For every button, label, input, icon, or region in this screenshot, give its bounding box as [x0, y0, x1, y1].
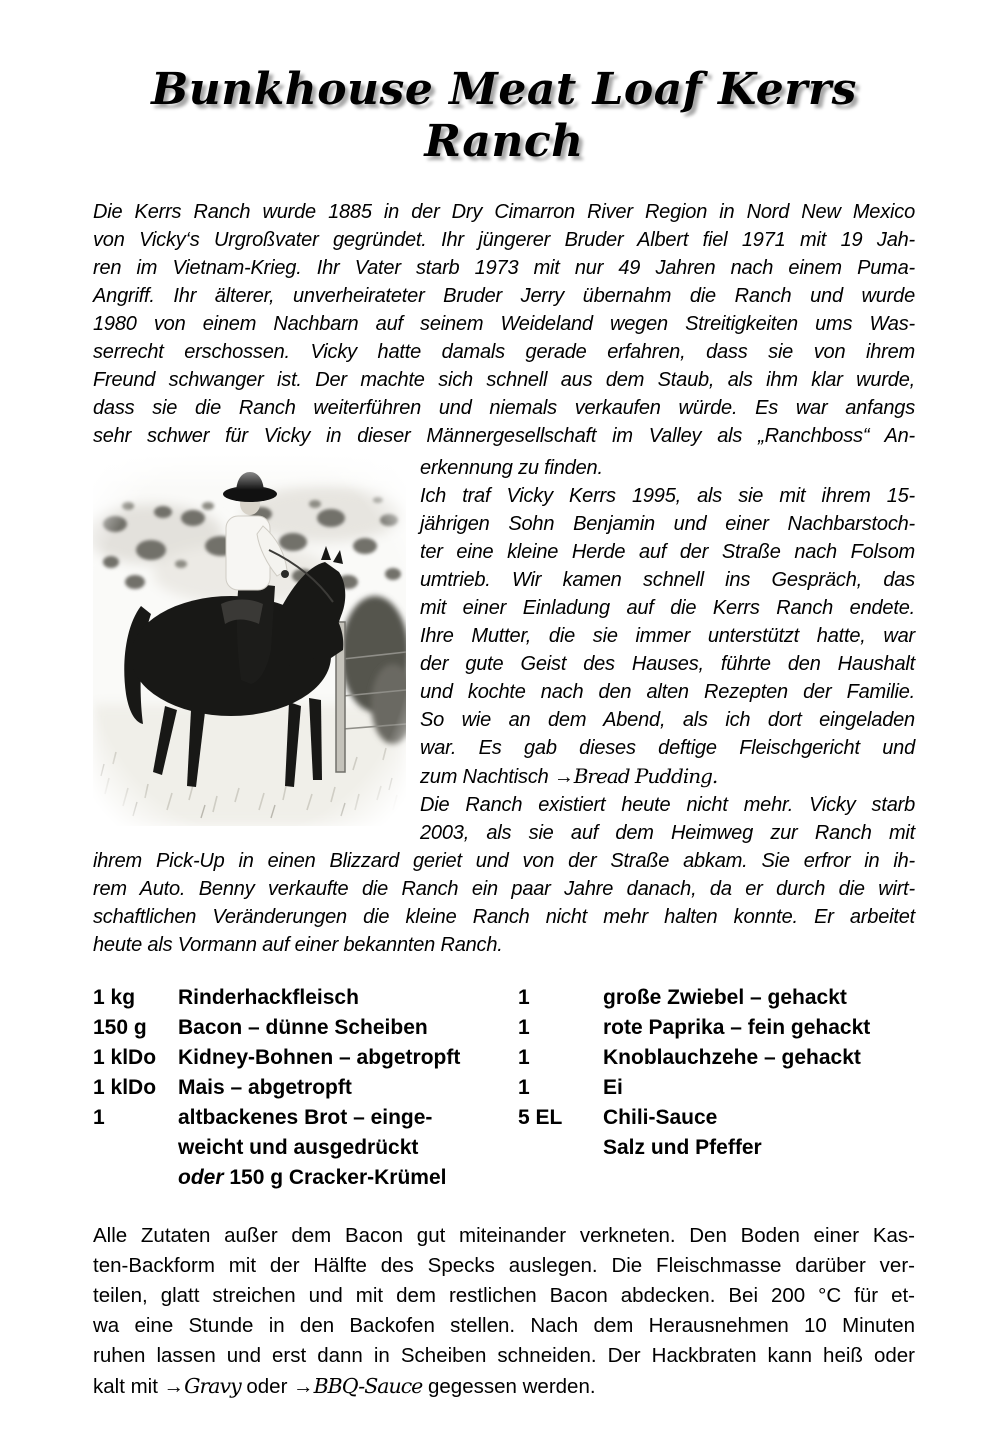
ingredient-amount: 150 g [93, 1016, 147, 1039]
text-line [93, 1281, 915, 1311]
text-segment: oder [178, 1166, 224, 1189]
text-line [420, 510, 915, 538]
ingredient-name [603, 1073, 915, 1103]
cross-reference: Gravy [184, 1374, 241, 1398]
text-segment: 1980 von einem Nachbarn auf seinem Weideland wegen Streitigkeiten ums Was- [93, 313, 915, 335]
horse-rider-photo-art [93, 454, 406, 826]
text-segment: So wie an dem Abend, als ich dort eingeladen [420, 709, 915, 731]
ingredient-amount [93, 1163, 178, 1193]
text-line [93, 282, 915, 310]
text-line [93, 310, 915, 338]
ingredient-amount: 1 [518, 1076, 530, 1099]
text-segment: ren im Vietnam-Krieg. Ihr Vater starb 1973 mit nur 49 Jahren nach einem Puma- [93, 257, 915, 279]
text-line [93, 875, 915, 903]
text-segment: Bacon – dünne Scheiben [178, 1016, 428, 1039]
text-line [93, 1371, 915, 1402]
text-line [420, 566, 915, 594]
text-segment: Chili-Sauce [603, 1106, 718, 1129]
text-line [420, 734, 915, 762]
ingredient-name [178, 1013, 518, 1043]
text-line [93, 226, 915, 254]
text-line [420, 482, 915, 510]
text-segment: rem Auto. Benny verkaufte die Ranch ein paar Jahre danach, da er durch die wirt- [93, 878, 915, 900]
text-segment: dass sie die Ranch weiterführen und niemals verkaufen würde. Es war anfangs [93, 397, 915, 419]
ingredient-row [93, 1133, 518, 1163]
ingredient-name [603, 983, 915, 1013]
text-line [420, 650, 915, 678]
text-line [93, 1311, 915, 1341]
cross-reference: Bread Pudding. [573, 764, 718, 788]
text-line [93, 422, 915, 450]
text-segment: Die Ranch existiert heute nicht mehr. Vicky starb [420, 794, 915, 816]
text-segment: 2003, als sie auf dem Heimweg zur Ranch mit [420, 822, 915, 844]
text-line [93, 1251, 915, 1281]
text-line [93, 931, 915, 959]
story-intro [93, 198, 915, 450]
text-segment: der gute Geist des Hauses, führte den Haushalt [420, 653, 915, 675]
text-segment: 150 g Cracker-Krümel [223, 1166, 447, 1189]
instructions-paragraph [93, 1221, 915, 1402]
ingredient-row [93, 1013, 518, 1043]
text-segment: altbackenes Brot – einge- [178, 1106, 433, 1129]
text-line [420, 762, 915, 791]
page-title: Bunkhouse Meat Loaf Kerrs Ranch [151, 64, 857, 167]
ingredient-row [518, 1043, 915, 1073]
ingredient-row [93, 1163, 518, 1193]
text-line [93, 338, 915, 366]
text-segment: heute als Vormann auf einer bekannten Ranch. [93, 934, 503, 956]
text-line [420, 678, 915, 706]
text-line [420, 819, 915, 847]
text-segment: große Zwiebel – gehackt [603, 986, 847, 1009]
text-line [93, 366, 915, 394]
photo-top-fade [93, 454, 406, 490]
text-line [420, 594, 915, 622]
text-segment: serrecht erschossen. Vicky hatte damals gerade erfahren, dass sie von ihrem [93, 341, 915, 363]
ingredient-amount: 1 [518, 986, 530, 1009]
text-segment: ten-Backform mit der Hälfte des Specks auslegen. Die Fleischmasse darüber ver- [93, 1254, 915, 1277]
text-segment: ihrem Pick-Up in einen Blizzard geriet und von der Straße abkam. Sie erfror in ih- [93, 850, 915, 872]
text-segment: Ich traf Vicky Kerrs 1995, als sie mit ihrem 15- [420, 485, 915, 507]
ingredient-amount [93, 1133, 178, 1163]
ingredient-amount: 1 klDo [93, 1076, 157, 1099]
ingredient-row [518, 1073, 915, 1103]
ingredient-name [603, 1013, 915, 1043]
text-segment: umtrieb. Wir kamen schnell ins Gespräch, das [420, 569, 915, 591]
ingredient-amount: 1 klDo [93, 1046, 157, 1069]
ingredient-row [518, 1103, 915, 1133]
text-segment: und kochte nach den alten Rezepten der Familie. [420, 681, 915, 703]
ingredient-name [178, 1043, 518, 1073]
text-line [420, 538, 915, 566]
text-segment: Die Kerrs Ranch wurde 1885 in der Dry Cimarron River Region in Nord New Mexico [93, 201, 915, 223]
text-line [93, 254, 915, 282]
ingredient-row [93, 1073, 518, 1103]
text-line [420, 791, 915, 819]
text-line [93, 1221, 915, 1251]
arrow-icon: → [553, 766, 574, 788]
ingredient-row [93, 1043, 518, 1073]
ingredient-name [603, 1043, 915, 1073]
text-segment: jährigen Sohn Benjamin und einer Nachbarstoch- [420, 513, 915, 535]
text-segment: gegessen werden. [422, 1375, 596, 1398]
text-segment: oder [240, 1375, 294, 1398]
text-segment: Angriff. Ihr älterer, unverheirateter Bruder Jerry übernahm die Ranch und wurde [93, 285, 915, 307]
text-segment: kalt mit [93, 1375, 164, 1398]
text-segment: Freund schwanger ist. Der machte sich schnell aus dem Staub, als ihm klar wurde, [93, 369, 915, 391]
horse-rider-photo [93, 454, 406, 826]
text-segment: Knoblauchzehe – gehackt [603, 1046, 861, 1069]
text-segment: wa eine Stunde in den Backofen stellen. Nach dem Herausnehmen 10 Minuten [93, 1314, 915, 1337]
text-segment: Mais – abgetropft [178, 1076, 352, 1099]
ingredients-right-column [518, 983, 915, 1193]
text-segment: zum Nachtisch [420, 766, 554, 788]
ingredients-left-column [93, 983, 518, 1193]
text-segment: Ei [603, 1076, 623, 1099]
text-segment: rote Paprika – fein gehackt [603, 1016, 871, 1039]
text-segment: ter eine kleine Herde auf der Straße nach Folsom [420, 541, 915, 563]
ingredient-name [178, 1133, 518, 1163]
ingredient-amount: 5 EL [518, 1106, 563, 1129]
text-segment: weicht und ausgedrückt [178, 1136, 419, 1159]
ingredient-name [178, 1103, 518, 1133]
ingredient-row [518, 983, 915, 1013]
text-line [420, 622, 915, 650]
text-line [420, 454, 915, 482]
text-segment: sehr schwer für Vicky in dieser Männergesellschaft im Valley als „Ranchboss“ An- [93, 425, 915, 447]
ingredient-row [93, 983, 518, 1013]
text-line [93, 198, 915, 226]
arrow-icon: → [293, 1375, 314, 1398]
ingredient-row [518, 1133, 915, 1163]
text-segment: Salz und Pfeffer [603, 1136, 762, 1159]
ingredient-row [93, 1103, 518, 1133]
text-segment: Ihre Mutter, die sie immer unterstützt hatte, war [420, 625, 915, 647]
text-segment: Alle Zutaten außer dem Bacon gut miteinander verkneten. Den Boden einer Kas- [93, 1224, 915, 1247]
text-segment: teilen, glatt streichen und mit dem restlichen Bacon abdecken. Bei 200 °C für et- [93, 1284, 915, 1307]
text-segment: von Vicky‘s Urgroßvater gegründet. Ihr jüngerer Bruder Albert fiel 1971 mit 19 Jah- [93, 229, 915, 251]
text-line [93, 1341, 915, 1371]
ingredient-amount: 1 [518, 1046, 530, 1069]
story-beside-photo [420, 454, 915, 847]
text-line [93, 847, 915, 875]
text-segment: schaftlichen Veränderungen die kleine Ranch nicht mehr halten konnte. Er arbeitet [93, 906, 915, 928]
ingredient-name [603, 1103, 915, 1133]
photo-and-text-section [93, 454, 915, 847]
cross-reference: BBQ-Sauce [313, 1374, 423, 1398]
text-segment: erkennung zu finden. [420, 457, 603, 479]
story-outro [93, 847, 915, 959]
photo-vignette [93, 454, 406, 826]
ingredient-row [518, 1013, 915, 1043]
text-line [93, 903, 915, 931]
text-segment: Rinderhackfleisch [178, 986, 359, 1009]
text-segment: war. Es gab dieses deftige Fleischgericht und [420, 737, 915, 759]
ingredient-amount: 1 [93, 1106, 105, 1129]
text-segment: ruhen lassen und erst dann in Scheiben schneiden. Der Hackbraten kann heiß oder [93, 1344, 915, 1367]
text-line [93, 394, 915, 422]
ingredient-amount: 1 kg [93, 986, 136, 1009]
arrow-icon: → [163, 1375, 185, 1398]
text-line [420, 706, 915, 734]
ingredient-amount: 1 [518, 1016, 530, 1039]
ingredients-section [93, 983, 915, 1193]
ingredient-amount [518, 1133, 603, 1163]
ingredient-name [178, 1073, 518, 1103]
text-segment: mit einer Einladung auf die Kerrs Ranch endete. [420, 597, 915, 619]
ingredient-name [178, 983, 518, 1013]
text-segment: Kidney-Bohnen – abgetropft [178, 1046, 461, 1069]
ingredient-name [603, 1133, 915, 1163]
ingredient-name [178, 1163, 518, 1193]
